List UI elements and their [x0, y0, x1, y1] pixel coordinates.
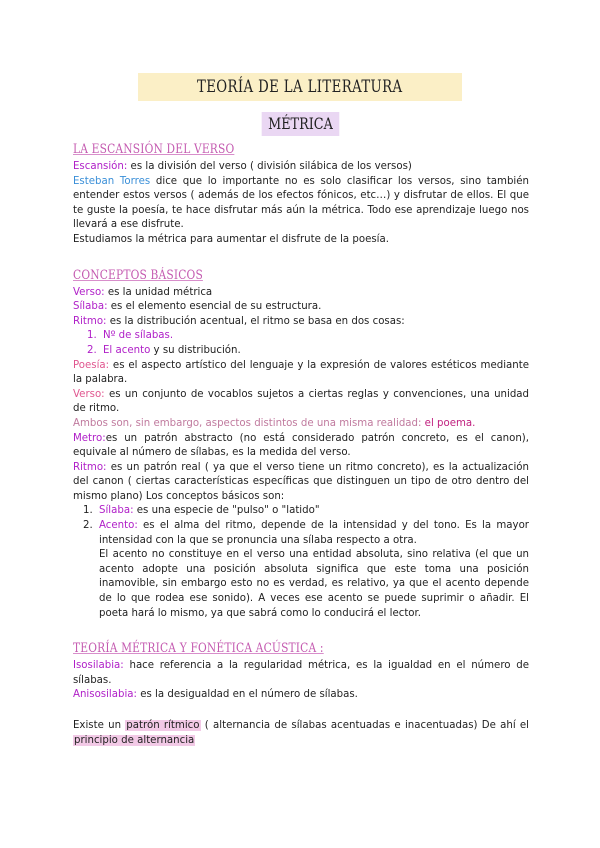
def-escansion: es la división del verso ( división silábica de los versos): [127, 161, 412, 172]
list-def: es una especie de "pulso" o "latido": [133, 505, 320, 517]
def-anisosilabia-text: es la desigualdad en el número de sílabas.: [136, 689, 358, 701]
list-item-text: Nº de sílabas.: [103, 330, 174, 342]
list-item-colored: El acento: [103, 344, 151, 356]
def-verso-text: es la unidad métrica: [104, 286, 213, 298]
term-escansion: Escansión:: [73, 161, 128, 172]
list-number: 1.: [87, 330, 97, 342]
def-isosilabia: [73, 659, 529, 688]
def-anisosilabia: [73, 688, 529, 703]
list-def: es el alma del ritmo, depende de la intensidad y del tono. Es la mayor intensidad con la que se pronuncia una sílaba respecto a otra.: [99, 520, 529, 546]
existe-a: Existe un: [73, 720, 126, 731]
term-verso-2: Verso:: [73, 388, 105, 400]
list-term: Acento:: [99, 520, 138, 532]
author-text: dice que lo importante no es solo clasificar los versos, sino también entender estos versos ( además de los efectos fónicos, etc…) y disfrutar de ellos. El que te guste la poesía, te hace disfrutar más aún la métrica. Todo ese aprendizaje luego nos llevará a ese disfrute.: [73, 175, 529, 231]
ambos-text: Ambos son, sin embargo, aspectos distintos de una misma realidad:: [73, 417, 422, 429]
list-item: [73, 519, 529, 548]
section-heading-teoria: TEORÍA MÉTRICA Y FONÉTICA ACÚSTICA :: [73, 641, 324, 657]
def-silaba: [73, 300, 529, 315]
paragraph-ambos: [73, 417, 529, 432]
section-heading-conceptos: CONCEPTOS BÁSICOS: [73, 267, 203, 283]
def-silaba-text: es el elemento esencial de su estructura.: [107, 301, 322, 313]
title-band: [138, 73, 462, 101]
term-anisosilabia: Anisosilabia:: [73, 689, 137, 701]
list-item: [73, 344, 529, 359]
list-term: Sílaba:: [99, 505, 134, 517]
def-ritmo-2-text: es un patrón real ( ya que el verso tiene un ritmo concreto), es la actualización del canon ( ciertas características específicas que distinguen un tipo de otro dentro del mismo plano) Los conceptos básicos son:: [73, 461, 529, 502]
list-number: 2.: [87, 344, 97, 356]
def-metro-text: es un patrón abstracto (no está considerado patrón concreto, es el canon), equivale al número de sílabas, es la medida del verso.: [73, 432, 529, 459]
def-verso-2: [73, 388, 529, 417]
def-poesia-text: es el aspecto artístico del lenguaje y la expresión de valores estéticos mediante la palabra.: [73, 359, 529, 386]
term-isosilabia: Isosilabia:: [73, 660, 124, 672]
term-metro: Metro:: [73, 432, 106, 444]
def-ritmo-2: [73, 461, 529, 505]
highlight-principio: principio de alternancia: [74, 734, 195, 746]
section-heading-escansion: LA ESCANSIÓN DEL VERSO: [73, 142, 235, 157]
paragraph-author: [73, 175, 529, 233]
subtitle-wrap: [0, 112, 600, 136]
def-verso-2-text: es un conjunto de vocablos sujetos a ciertas reglas y convenciones, una unidad de ritmo.: [73, 388, 529, 415]
term-ritmo: Ritmo:: [73, 315, 107, 327]
def-poesia: [73, 359, 529, 388]
term-silaba: Sílaba:: [73, 301, 108, 313]
list-number: 1.: [83, 505, 93, 517]
list-item: [73, 329, 529, 344]
acento-extra: El acento no constituye en el verso una entidad absoluta, sino relativa (el que un acento adopte una posición absoluta significa que este toma una posición inamovible, sin embargo esto no es verdad, es relativo, ya que el acento depende de lo que rodea ese sonido). A veces ese acento se puede suprimir o añadir. El poeta hará lo mismo, ya que sabrá como lo conducirá el lector.: [99, 549, 529, 619]
list-item: [73, 504, 529, 519]
list-number: 2.: [83, 520, 93, 532]
author-name: Esteban Torres: [73, 175, 151, 187]
page-title: TEORÍA DE LA LITERATURA: [197, 77, 403, 97]
def-isosilabia-text: hace referencia a la regularidad métrica, es la igualdad en el número de sílabas.: [73, 660, 529, 686]
page-subtitle: MÉTRICA: [261, 112, 339, 136]
poema-text: el poema.: [421, 417, 476, 429]
paragraph-existe: [73, 719, 529, 748]
term-verso: Verso:: [73, 286, 105, 298]
def-ritmo-text: es la distribución acentual, el ritmo se basa en dos cosas:: [106, 315, 405, 327]
paragraph-closing: Estudiamos la métrica para aumentar el disfrute de la poesía.: [73, 233, 389, 245]
highlight-patron: patrón rítmico: [126, 720, 200, 731]
term-ritmo-2: Ritmo:: [73, 461, 107, 473]
existe-b: ( alternancia de sílabas acentuadas e inacentuadas) De ahí el: [200, 720, 529, 731]
document-body: [73, 138, 529, 748]
def-ritmo: [73, 315, 529, 330]
def-metro: [73, 432, 529, 461]
list-item-rest: y su distribución.: [150, 344, 241, 356]
paragraph-escansion: [73, 160, 529, 175]
term-poesia: Poesía:: [73, 359, 110, 371]
def-verso: [73, 286, 529, 301]
